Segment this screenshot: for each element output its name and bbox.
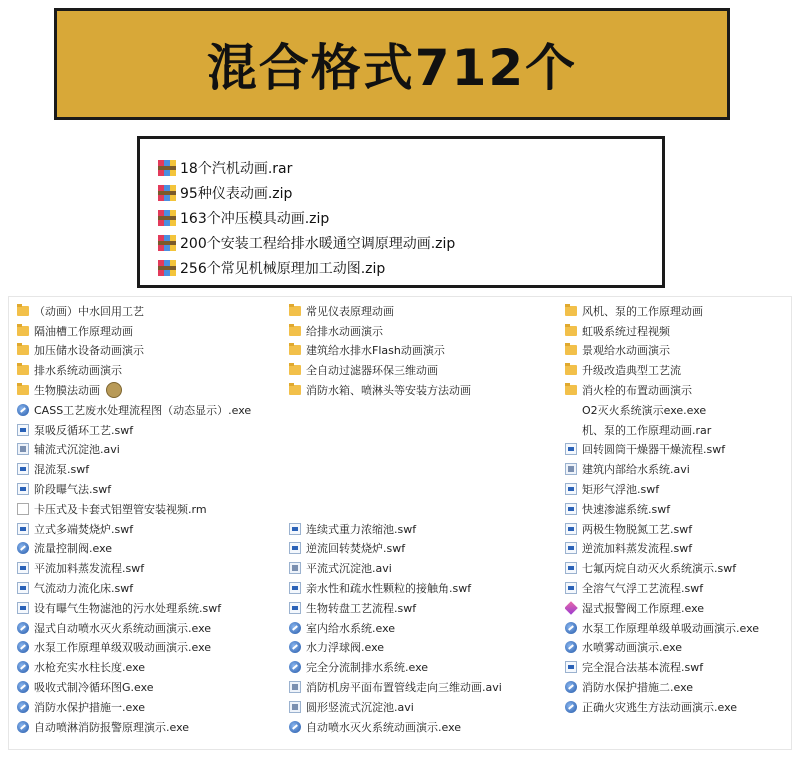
file-item[interactable] — [565, 400, 793, 420]
file-name: 消防机房平面布置管线走向三维动画.avi — [306, 681, 502, 695]
file-item[interactable] — [17, 717, 287, 737]
folder-item[interactable] — [289, 341, 559, 361]
file-name: 完全混合法基本流程.swf — [582, 661, 704, 675]
executable-icon — [17, 721, 29, 733]
file-item[interactable] — [289, 697, 559, 717]
folder-icon — [289, 365, 301, 375]
folder-item[interactable] — [17, 341, 287, 361]
archive-name: 256个常见机械原理加工动图.zip — [180, 260, 386, 277]
executable-icon — [565, 701, 577, 713]
file-item[interactable] — [565, 598, 793, 618]
file-name: 连续式重力浓缩池.swf — [306, 522, 417, 536]
file-item[interactable] — [17, 618, 287, 638]
file-column-1 — [17, 301, 287, 737]
file-item[interactable] — [565, 638, 793, 658]
file-item[interactable] — [17, 499, 287, 519]
file-name: 消防水保护措施二.exe — [582, 681, 694, 695]
file-item[interactable] — [565, 697, 793, 717]
file-name: 生物膜法动画 — [34, 384, 100, 398]
folder-item[interactable] — [565, 341, 793, 361]
file-name: 设有曝气生物滤池的污水处理系统.swf — [34, 601, 222, 615]
file-name: 七氟丙烷自动灭火系统演示.swf — [582, 562, 737, 576]
diamond-app-icon — [565, 601, 578, 615]
executable-icon — [17, 542, 29, 554]
seal-icon — [106, 382, 122, 398]
archive-item[interactable] — [158, 180, 662, 205]
archive-item[interactable] — [158, 205, 662, 230]
folder-item[interactable] — [289, 321, 559, 341]
file-name: 立式多端焚烧炉.swf — [34, 522, 134, 536]
file-explorer-list — [8, 296, 792, 750]
file-name: 消防水箱、喷淋头等安装方法动画 — [306, 384, 471, 398]
file-name: O2灭火系统演示exe.exe — [582, 403, 707, 417]
executable-icon — [565, 641, 577, 653]
folder-item[interactable] — [17, 360, 287, 380]
file-name: 虹吸系统过程视频 — [582, 324, 670, 338]
archive-name: 95种仪表动画.zip — [180, 185, 293, 202]
file-item[interactable] — [17, 638, 287, 658]
flash-file-icon — [565, 542, 577, 554]
flash-file-icon — [565, 443, 577, 455]
archive-item[interactable] — [158, 255, 662, 280]
file-item[interactable] — [565, 539, 793, 559]
file-item[interactable] — [17, 558, 287, 578]
flash-file-icon — [17, 463, 29, 475]
file-name: 水泵工作原理单级单吸动画演示.exe — [582, 621, 760, 635]
executable-icon — [565, 622, 577, 634]
file-name: 给排水动画演示 — [306, 324, 383, 338]
empty-row — [289, 479, 559, 499]
flash-file-icon — [289, 582, 301, 594]
file-name: CASS工艺废水处理流程图（动态显示）.exe — [34, 403, 252, 417]
file-name: 平流加料蒸发流程.swf — [34, 562, 145, 576]
executable-icon — [17, 404, 29, 416]
file-name: 景观给水动画演示 — [582, 344, 670, 358]
video-file-icon — [289, 701, 301, 713]
flash-file-icon — [17, 562, 29, 574]
file-name: 自动喷水灭火系统动画演示.exe — [306, 720, 462, 734]
file-item[interactable] — [17, 677, 287, 697]
file-name: 平流式沉淀池.avi — [306, 562, 392, 576]
executable-icon — [17, 681, 29, 693]
file-name: 室内给水系统.exe — [306, 621, 396, 635]
file-item[interactable] — [17, 697, 287, 717]
video-file-icon — [565, 463, 577, 475]
file-item[interactable] — [565, 618, 793, 638]
file-name: 亲水性和疏水性颗粒的接触角.swf — [306, 582, 472, 596]
file-name: 湿式自动喷水灭火系统动画演示.exe — [34, 621, 212, 635]
folder-item[interactable] — [17, 301, 287, 321]
file-item[interactable] — [565, 420, 793, 440]
file-item[interactable] — [289, 618, 559, 638]
folder-item[interactable] — [565, 321, 793, 341]
file-item[interactable] — [565, 479, 793, 499]
file-name: 升级改造典型工艺流 — [582, 364, 681, 378]
file-item[interactable] — [565, 519, 793, 539]
folder-item[interactable] — [289, 301, 559, 321]
file-item[interactable] — [17, 400, 287, 420]
file-name: 完全分流制排水系统.exe — [306, 661, 429, 675]
file-name: 圆形竖流式沉淀池.avi — [306, 700, 414, 714]
winrar-archive-icon — [158, 235, 176, 251]
flash-file-icon — [565, 661, 577, 673]
executable-icon — [17, 661, 29, 673]
executable-icon — [17, 641, 29, 653]
folder-icon — [565, 345, 577, 355]
file-item[interactable] — [289, 717, 559, 737]
file-name: 消防水保护措施一.exe — [34, 700, 146, 714]
empty-row — [289, 440, 559, 460]
empty-row — [289, 499, 559, 519]
file-name: 全溶气气浮工艺流程.swf — [582, 582, 704, 596]
folder-icon — [289, 326, 301, 336]
file-name: 生物转盘工艺流程.swf — [306, 601, 417, 615]
file-name: 自动喷淋消防报警原理演示.exe — [34, 720, 190, 734]
folder-icon — [17, 345, 29, 355]
archive-name: 18个汽机动画.rar — [180, 160, 293, 177]
file-name: 辅流式沉淀池.avi — [34, 443, 120, 457]
flash-file-icon — [289, 523, 301, 535]
executable-icon — [289, 622, 301, 634]
file-item[interactable] — [17, 539, 287, 559]
file-item[interactable] — [289, 638, 559, 658]
flash-file-icon — [565, 562, 577, 574]
winrar-archive-icon — [158, 160, 176, 176]
title-banner — [54, 8, 730, 120]
file-name: 隔油槽工作原理动画 — [34, 324, 133, 338]
file-name: 回转圆筒干燥器干燥流程.swf — [582, 443, 726, 457]
folder-icon — [565, 326, 577, 336]
video-file-icon — [289, 681, 301, 693]
file-name: 水枪充实水柱长度.exe — [34, 661, 146, 675]
archive-list — [137, 136, 665, 288]
banner-title: 混合格式712个 — [206, 39, 578, 97]
folder-icon — [565, 306, 577, 316]
flash-file-icon — [565, 523, 577, 535]
empty-row — [289, 459, 559, 479]
file-item[interactable] — [289, 578, 559, 598]
folder-item[interactable] — [17, 380, 287, 400]
file-name: 建筑给水排水Flash动画演示 — [306, 344, 445, 358]
file-item[interactable] — [17, 420, 287, 440]
file-name: 泵吸反循环工艺.swf — [34, 423, 134, 437]
file-item[interactable] — [289, 519, 559, 539]
file-name: 加压储水设备动画演示 — [34, 344, 144, 358]
file-name: 消火栓的布置动画演示 — [582, 384, 692, 398]
file-item[interactable] — [289, 657, 559, 677]
winrar-archive-icon — [158, 210, 176, 226]
folder-icon — [565, 365, 577, 375]
document-icon — [17, 503, 29, 515]
executable-icon — [17, 701, 29, 713]
file-item[interactable] — [17, 459, 287, 479]
folder-item[interactable] — [289, 360, 559, 380]
file-item[interactable] — [565, 459, 793, 479]
file-name: 逆流回转焚烧炉.swf — [306, 542, 406, 556]
file-item[interactable] — [289, 677, 559, 697]
video-file-icon — [17, 443, 29, 455]
file-name: 矩形气浮池.swf — [582, 483, 660, 497]
flash-file-icon — [565, 582, 577, 594]
flash-file-icon — [17, 483, 29, 495]
file-column-3 — [565, 301, 793, 717]
file-item[interactable] — [17, 598, 287, 618]
file-name: 混流泵.swf — [34, 463, 90, 477]
flash-file-icon — [17, 424, 29, 436]
file-item[interactable] — [289, 598, 559, 618]
flash-file-icon — [565, 483, 577, 495]
file-name: 湿式报警阀工作原理.exe — [582, 601, 705, 615]
file-item[interactable] — [17, 519, 287, 539]
file-name: 水喷雾动画演示.exe — [582, 641, 683, 655]
folder-item[interactable] — [17, 321, 287, 341]
flash-file-icon — [17, 523, 29, 535]
file-name: 风机、泵的工作原理动画 — [582, 304, 703, 318]
file-name: 气流动力流化床.swf — [34, 582, 134, 596]
file-name: 卡压式及卡套式铝塑管安装视频.rm — [34, 502, 207, 516]
archive-item[interactable] — [158, 155, 662, 180]
folder-icon — [289, 345, 301, 355]
winrar-archive-icon — [158, 260, 176, 276]
archive-item[interactable] — [158, 230, 662, 255]
flash-file-icon — [17, 602, 29, 614]
file-item[interactable] — [565, 677, 793, 697]
file-item[interactable] — [17, 479, 287, 499]
folder-icon — [565, 385, 577, 395]
file-item[interactable] — [17, 657, 287, 677]
file-name: 机、泵的工作原理动画.rar — [582, 423, 712, 437]
file-name: 常见仪表原理动画 — [306, 304, 394, 318]
folder-icon — [289, 306, 301, 316]
archive-name: 163个冲压模具动画.zip — [180, 210, 330, 227]
file-item[interactable] — [289, 558, 559, 578]
flash-file-icon — [17, 582, 29, 594]
file-name: 流量控制阀.exe — [34, 542, 113, 556]
executable-icon — [17, 622, 29, 634]
file-column-2 — [289, 301, 559, 737]
file-name: （动画）中水回用工艺 — [34, 304, 144, 318]
video-file-icon — [289, 562, 301, 574]
folder-item[interactable] — [289, 380, 559, 400]
file-item[interactable] — [565, 578, 793, 598]
folder-item[interactable] — [565, 301, 793, 321]
archive-name: 200个安装工程给排水暖通空调原理动画.zip — [180, 235, 456, 252]
file-name: 建筑内部给水系统.avi — [582, 463, 690, 477]
folder-item[interactable] — [565, 360, 793, 380]
winrar-archive-icon — [158, 185, 176, 201]
file-name: 阶段曝气法.swf — [34, 483, 112, 497]
file-name: 正确火灾逃生方法动画演示.exe — [582, 700, 738, 714]
empty-row — [289, 400, 559, 420]
file-item[interactable] — [565, 499, 793, 519]
file-name: 全自动过滤器环保三维动画 — [306, 364, 438, 378]
file-name: 水力浮球阀.exe — [306, 641, 385, 655]
folder-icon — [17, 306, 29, 316]
folder-icon — [17, 365, 29, 375]
flash-file-icon — [289, 542, 301, 554]
executable-icon — [289, 721, 301, 733]
flash-file-icon — [289, 602, 301, 614]
folder-icon — [289, 385, 301, 395]
executable-icon — [289, 641, 301, 653]
folder-icon — [17, 385, 29, 395]
file-name: 吸收式制冷循环图G.exe — [34, 681, 154, 695]
executable-icon — [289, 661, 301, 673]
file-item[interactable] — [289, 539, 559, 559]
folder-item[interactable] — [565, 380, 793, 400]
file-item[interactable] — [17, 578, 287, 598]
empty-row — [289, 420, 559, 440]
file-item[interactable] — [565, 558, 793, 578]
file-name: 快速渗滤系统.swf — [582, 502, 671, 516]
file-item[interactable] — [17, 440, 287, 460]
file-item[interactable] — [565, 440, 793, 460]
file-name: 逆流加料蒸发流程.swf — [582, 542, 693, 556]
flash-file-icon — [565, 503, 577, 515]
file-name: 排水系统动画演示 — [34, 364, 122, 378]
file-name: 水泵工作原理单级双吸动画演示.exe — [34, 641, 212, 655]
file-name: 两极生物脱氮工艺.swf — [582, 522, 693, 536]
folder-icon — [17, 326, 29, 336]
executable-icon — [565, 681, 577, 693]
file-item[interactable] — [565, 657, 793, 677]
